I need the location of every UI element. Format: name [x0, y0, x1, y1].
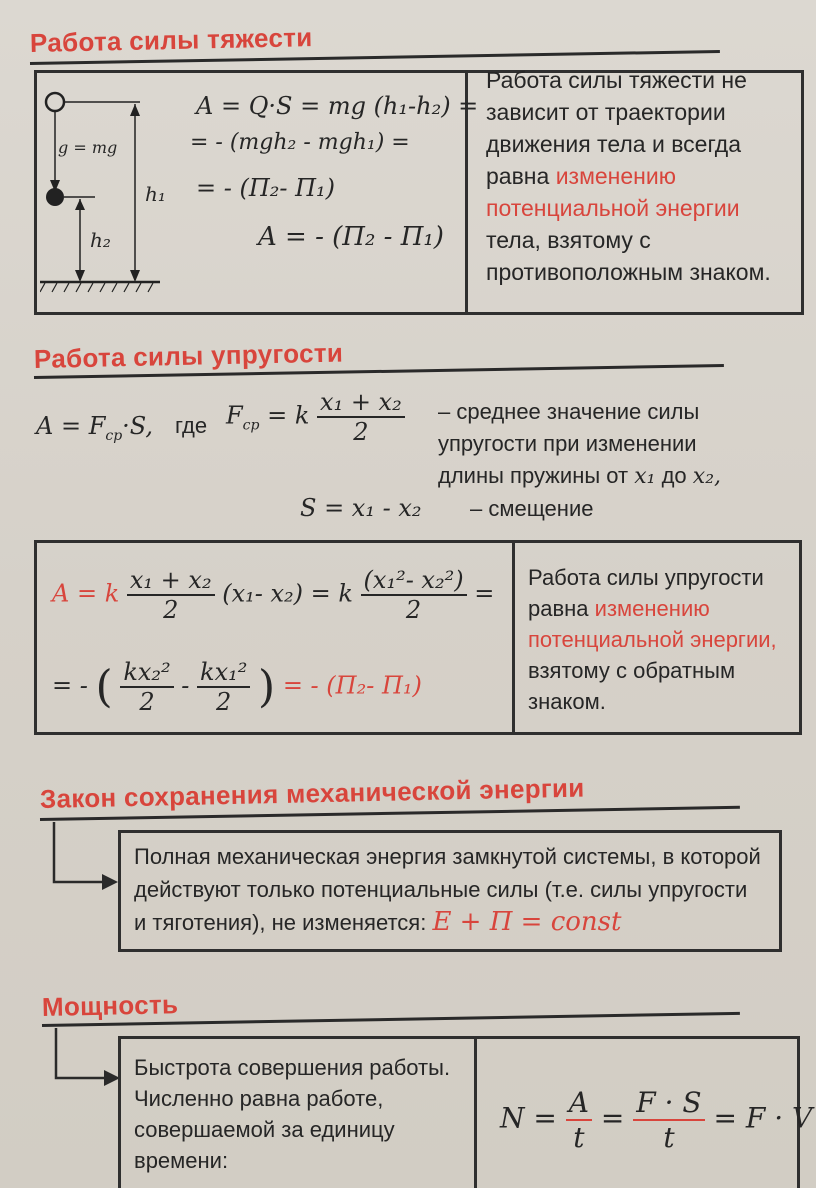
fraction [361, 566, 467, 624]
gravity-desc-text-2: тела, взятому с противоположным знаком. [486, 227, 771, 285]
numerator: x₁ + x₂ [127, 566, 215, 596]
equals: = [533, 1101, 557, 1135]
elastic-desc-highlight: изменению потенциальной энергии, [528, 596, 777, 652]
elastic-note [438, 396, 768, 493]
elastic-formula-a [36, 412, 153, 444]
arrow-icon [52, 820, 122, 892]
note-to: до [661, 463, 687, 488]
section-title-power: Мощность [41, 989, 179, 1022]
box-divider [512, 540, 515, 735]
numerator: F · S [633, 1086, 704, 1121]
mid-expression: (x₁- x₂) = k [222, 579, 353, 608]
avg-denominator: 2 [353, 418, 369, 446]
section-title-conservation: Закон сохранения механической энергии [39, 772, 585, 814]
elastic-desc-text-1: Работа силы упругости равна [528, 565, 764, 621]
h1-label: h₁ [145, 182, 166, 206]
line2-start: = - [52, 671, 88, 700]
gravity-formula-3: = - (П₂- П₁) [196, 174, 336, 202]
box-divider [474, 1036, 477, 1188]
equals: = [474, 579, 495, 608]
gravity-desc-highlight: изменению потенциальной энергии [486, 163, 740, 221]
formula-a-tail: ·S, [122, 412, 154, 440]
power-formula [500, 1086, 812, 1154]
paren-open: ( [95, 661, 113, 713]
line2-end: = - (П₂- П₁) [282, 671, 422, 700]
conservation-text [134, 840, 764, 939]
conservation-statement: Полная механическая энергия замкнутой системы, в которой действуют только потенциальные силы (т.е. силы упругости и тяготения), не изменяется: [134, 844, 761, 935]
denominator: 2 [405, 596, 422, 624]
equals: = [600, 1101, 625, 1135]
a-eq-k: A = k [52, 579, 120, 608]
formula-a-sub: ср [105, 427, 123, 444]
gravity-formula-result: A = - (П₂ - П₁) [258, 222, 444, 252]
conservation-formula: E + П = const [432, 907, 622, 937]
fraction [566, 1086, 592, 1154]
denominator: t [663, 1121, 675, 1154]
f-label: F [226, 401, 243, 430]
numerator: kx₂² [120, 658, 173, 688]
elastic-box-formula-1 [52, 566, 494, 624]
note-x2: x₂, [692, 464, 722, 489]
fraction [633, 1086, 704, 1154]
gravity-description [486, 64, 786, 288]
elastic-desc-text-2: взятому с обратным знаком. [528, 658, 736, 714]
fraction [127, 566, 215, 624]
denominator: 2 [163, 596, 179, 624]
note-text: – среднее значение силы упругости при изменении длины пружины от [438, 399, 700, 488]
f-avg-formula [226, 388, 405, 446]
minus: - [181, 671, 190, 700]
fraction [120, 658, 173, 716]
denominator: t [573, 1121, 585, 1154]
section-title-gravity: Работа силы тяжести [29, 22, 313, 58]
avg-fraction [317, 388, 405, 446]
h2-label: h₂ [90, 228, 111, 252]
avg-numerator: x₁ + x₂ [317, 388, 405, 418]
displacement-formula: S = x₁ - x₂ [300, 494, 422, 522]
gravity-formula-1: A = Q·S = mg (h₁-h₂) = [196, 92, 479, 120]
fraction [197, 658, 250, 716]
denominator: 2 [139, 688, 155, 716]
f-sub: ср [242, 417, 260, 434]
where-label: где [175, 413, 208, 438]
note-x1: x₁ [634, 464, 656, 489]
arrow-icon [54, 1026, 124, 1088]
power-text: Быстрота совершения работы. Численно равна работе, совершаемой за единицу времени: [134, 1055, 451, 1173]
section-title-elastic: Работа силы упругости [33, 337, 344, 374]
gravity-formula-2: = - (mgh₂ - mgh₁) = [190, 130, 410, 155]
n-symbol: N [500, 1101, 525, 1135]
paren-close: ) [258, 661, 276, 713]
denominator: 2 [216, 688, 232, 716]
displacement-note: – смещение [470, 496, 594, 521]
g-vector-label: g = mg [58, 138, 118, 157]
eq-k: = k [267, 401, 310, 430]
power-formula-tail: = F · V [713, 1101, 813, 1135]
elastic-box-formula-2 [52, 658, 422, 716]
numerator: A [566, 1086, 592, 1121]
gravity-desc-text-1: Работа силы тяжести не зависит от траектории движения тела и всегда равна [486, 67, 747, 189]
numerator: (x₁²- x₂²) [361, 566, 467, 596]
formula-a-text: A = F [36, 412, 106, 440]
numerator: kx₁² [197, 658, 250, 688]
elastic-description [528, 562, 790, 717]
